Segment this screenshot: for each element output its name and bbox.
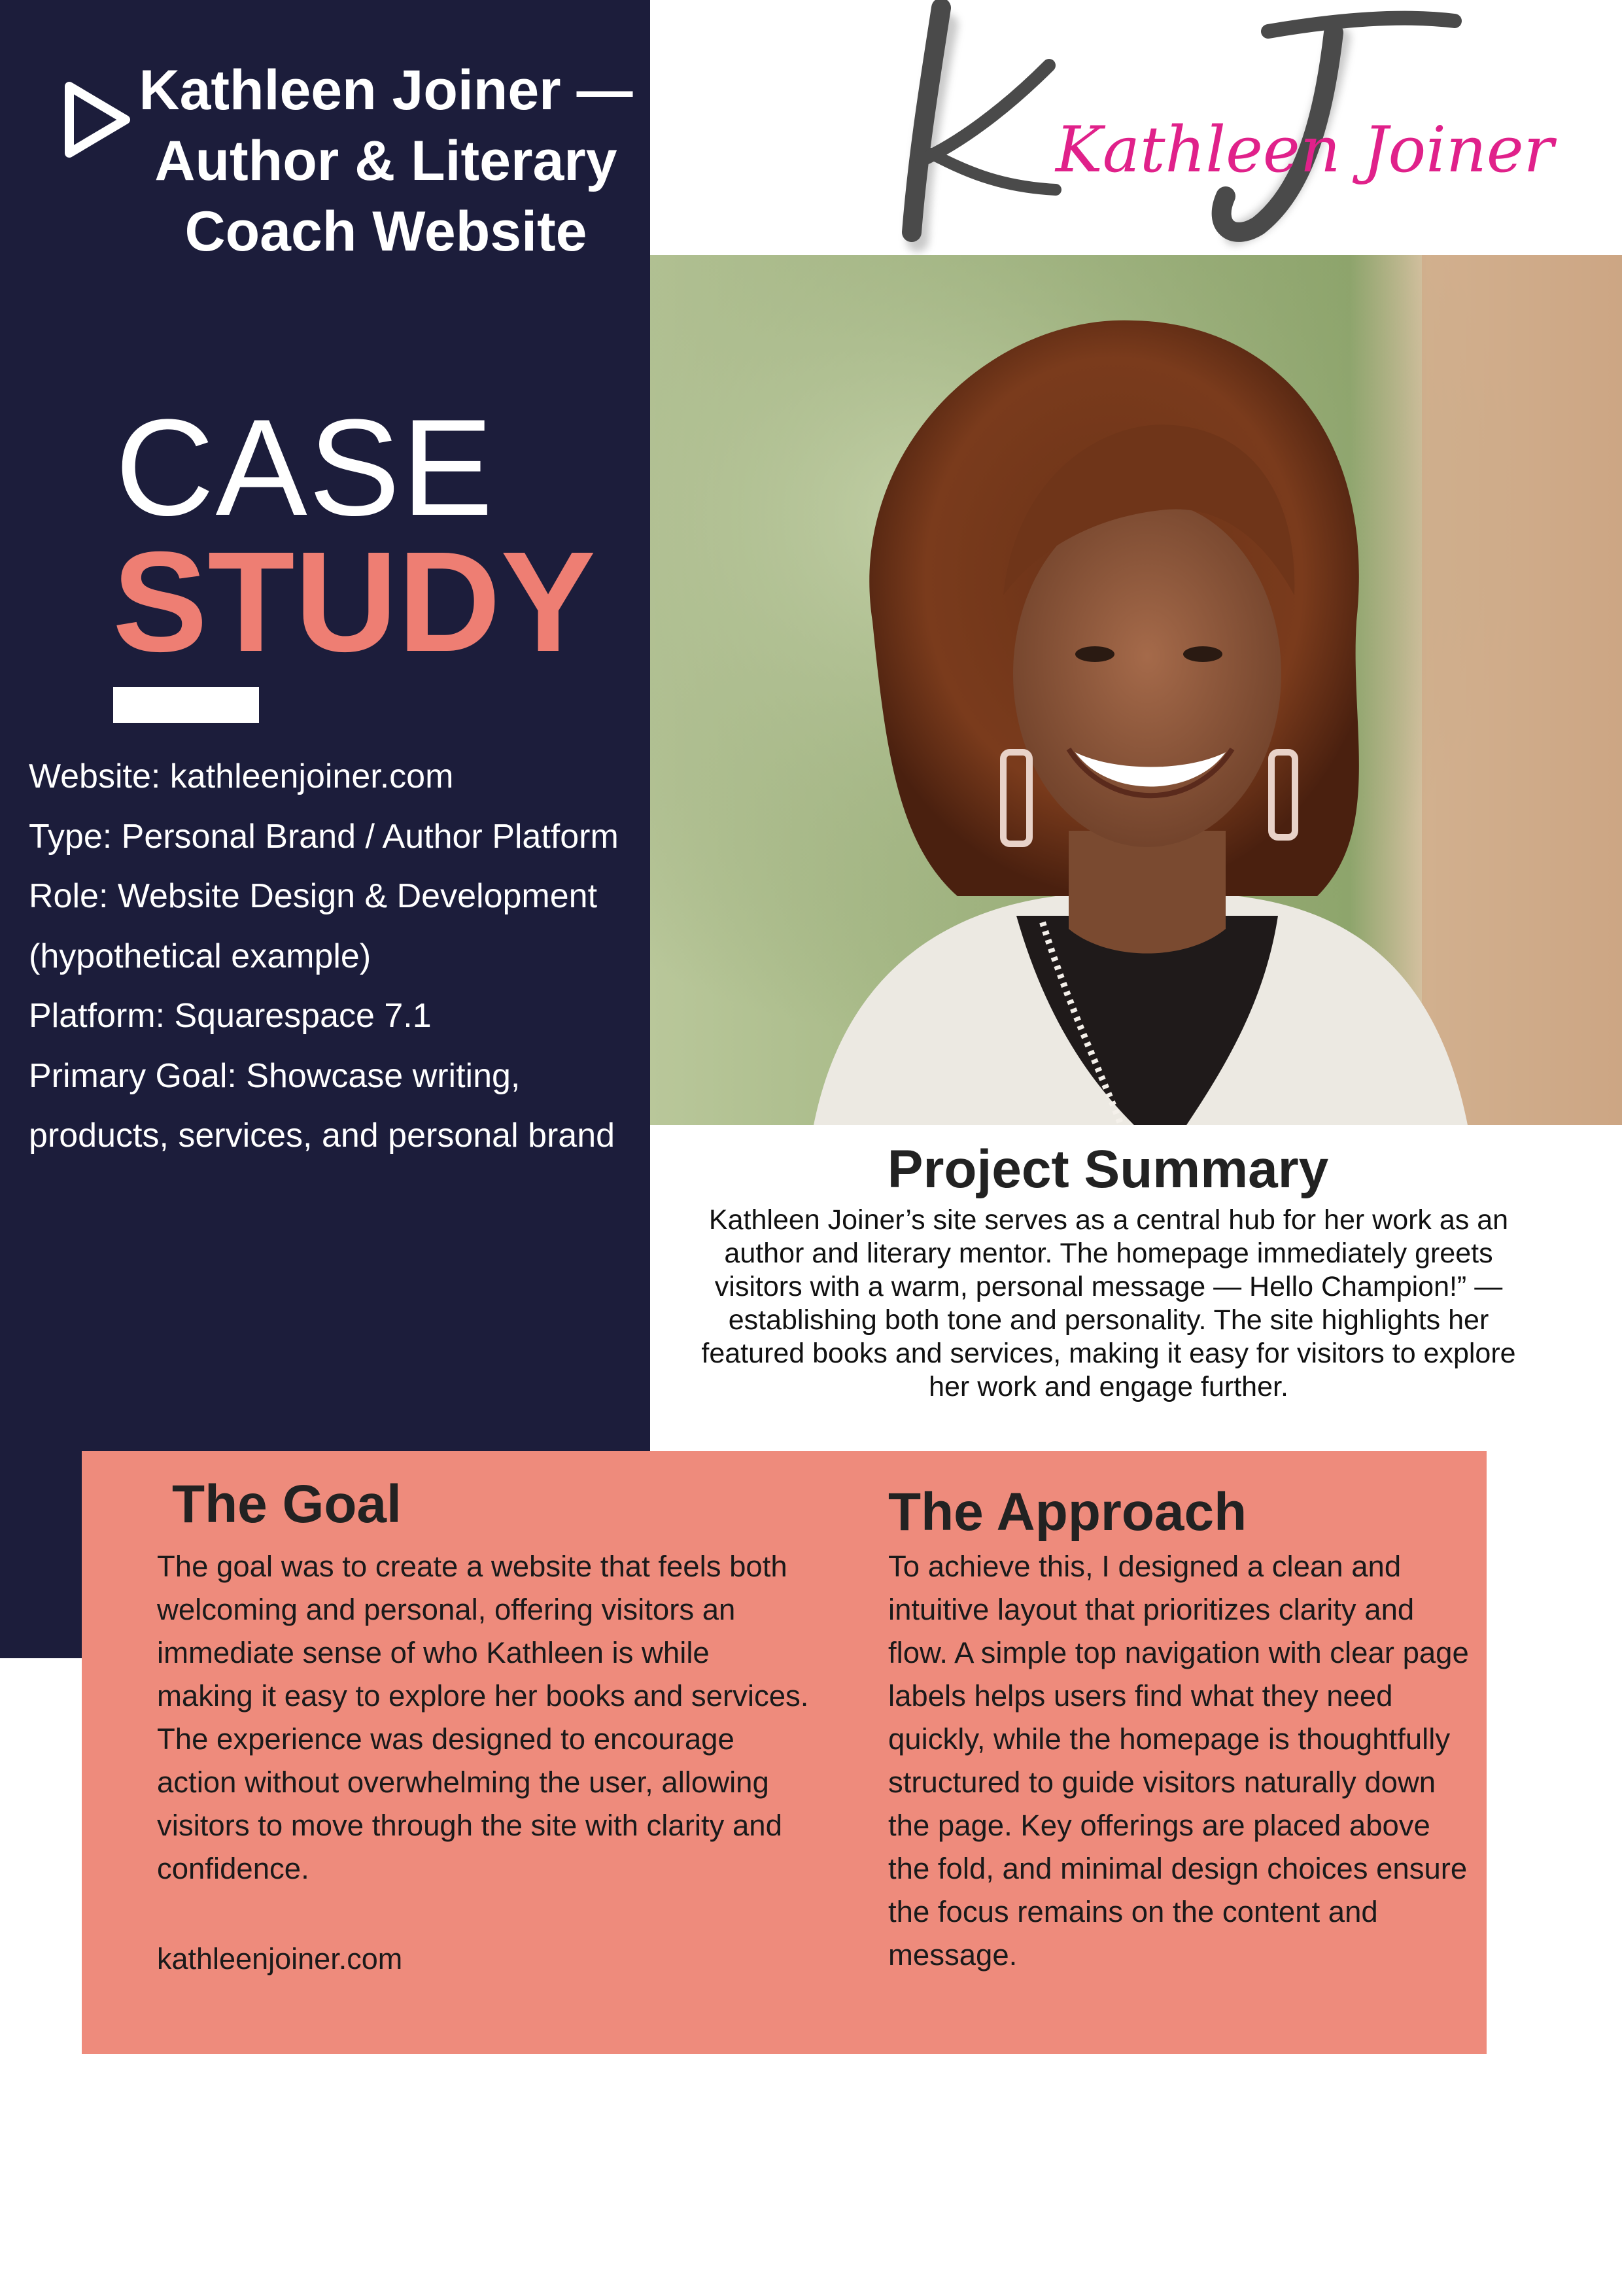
project-summary-text: Kathleen Joiner’s site serves as a central hub for her work as an author and literary mentor. The homepage immediately greets visitors with a warm, personal message — Hello Champion!” — establishing both tone and personality. The site highlights her featured books and services, making it easy for visitors to explore her work and engage further. [701,1204,1516,1402]
project-summary-title: Project Summary [887,1139,1329,1199]
website-link[interactable]: kathleenjoiner.com [157,1942,403,1975]
brand-logo [650,0,1622,255]
play-icon [58,78,136,161]
heading-underline [113,687,259,723]
approach-title: The Approach [888,1482,1247,1542]
portrait-photo [650,255,1622,1125]
project-meta-list [29,747,644,1166]
meta-role-note: (hypothetical example) [29,937,371,975]
study-heading: STUDY [112,523,596,682]
meta-goal-cont: products, services, and personal brand [29,1117,615,1155]
logo-initial-k [912,8,1056,232]
goal-text: The goal was to create a website that feels both welcoming and personal, offering visitors an immediate sense of who Kathleen is while making it easy to explore her books and services. The experience was designed to encourage action without overwhelming the user, allowing visitors to move through the site with clarity and confidence. [157,1550,809,1885]
goal-title: The Goal [172,1474,402,1534]
logo-last-name: Joiner [1363,113,1554,186]
meta-website: Website: kathleenjoiner.com [29,757,454,795]
page-title: Kathleen Joiner — Author & Literary Coach Website [139,59,633,263]
approach-text: To achieve this, I designed a clean and intuitive layout that prioritizes clarity and flow. A simple top navigation with clear page labels helps users find what they need quickly, while the homepage is thoughtfully structured to guide visitors naturally down the page. Key offerings are placed above the fold, and minimal design choices ensure the focus remains on the content and message. [888,1550,1469,1972]
meta-goal: Primary Goal: Showcase writing, [29,1056,521,1095]
meta-platform: Platform: Squarespace 7.1 [29,997,432,1035]
logo-first-name: Kathleen [1056,113,1341,186]
meta-role: Role: Website Design & Development [29,877,598,915]
case-heading: CASE [115,391,494,544]
meta-type: Type: Personal Brand / Author Platform [29,817,619,856]
